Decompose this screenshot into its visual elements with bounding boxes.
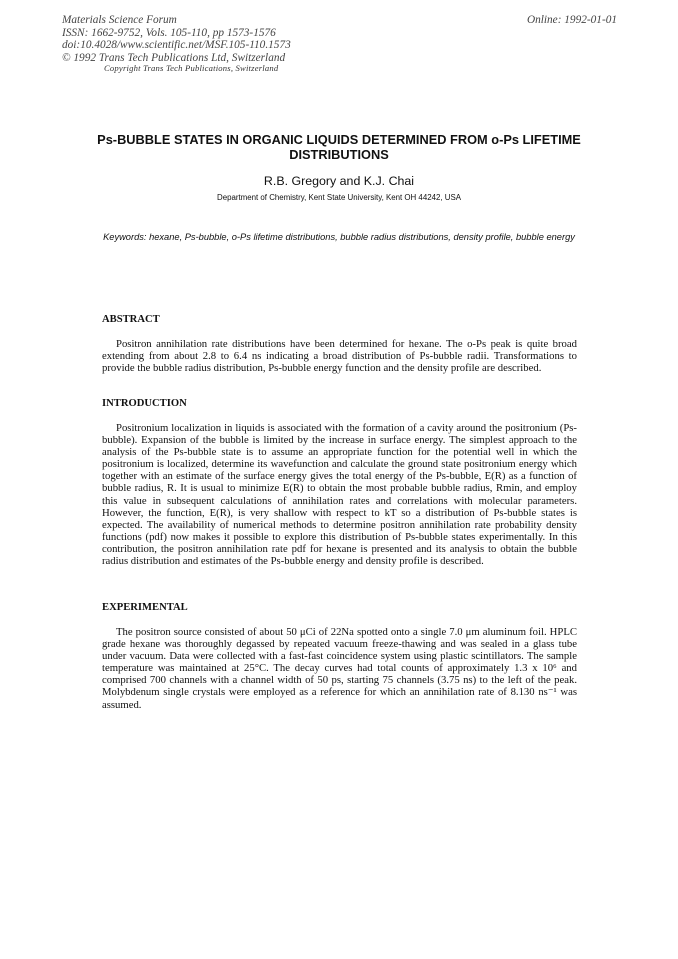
issn-line: ISSN: 1662-9752, Vols. 105-110, pp 1573-1576: [62, 26, 276, 39]
copyright-stamp: Copyright Trans Tech Publications, Switzerland: [104, 63, 279, 73]
paper-title: Ps-BUBBLE STATES IN ORGANIC LIQUIDS DETERMINED FROM o-Ps LIFETIME DISTRIBUTIONS: [97, 132, 581, 162]
paper-authors: R.B. Gregory and K.J. Chai: [263, 174, 415, 188]
keywords: Keywords: hexane, Ps-bubble, o-Ps lifetime distributions, bubble radius distributions, density profile, bubble energy: [103, 232, 575, 242]
citation-header: [62, 14, 291, 64]
experimental-heading: EXPERIMENTAL: [102, 602, 188, 613]
abstract-text: Positron annihilation rate distributions have been determined for hexane. The o-Ps peak is quite broad extending from about 2.8 to 6.4 ns indicating a broad distribution of Ps-bubble radii. Transformations to provide the bubble radius distribution, Ps-bubble energy function and the density profile are described.: [102, 338, 577, 375]
author-affiliation: Department of Chemistry, Kent State University, Kent OH 44242, USA: [217, 193, 461, 202]
publisher-line: © 1992 Trans Tech Publications Ltd, Switzerland: [62, 51, 286, 64]
journal-name: Materials Science Forum: [62, 14, 177, 26]
introduction-heading: INTRODUCTION: [102, 398, 187, 409]
online-date: Online: 1992-01-01: [526, 14, 617, 26]
doi-link[interactable]: doi:10.4028/www.scientific.net/MSF.105-110.1573: [62, 39, 291, 52]
experimental-text: The positron source consisted of about 50 μCi of 22Na spotted onto a single 7.0 μm aluminum foil. HPLC grade hexane was thoroughly degassed by repeated vacuum freeze-thawing and was sealed in a glass tube under vacuum. Data were collected with a fast-fast coincidence system using plastic scintillators. The sample temperature was maintained at 25°C. The decay curves had total counts of approximately 1.3 x 10⁶ and comprised 700 channels with a channel width of 50 ps, starting 75 channels (3.75 ns) to the left of the peak. Molybdenum single crystals were employed as a reference for which an annihilation rate of 8.130 ns⁻¹ was assumed.: [102, 626, 577, 711]
abstract-heading: ABSTRACT: [102, 314, 160, 325]
introduction-text: Positronium localization in liquids is associated with the formation of a cavity around the positronium (Ps-bubble). Expansion of the bubble is limited by the increase in surface energy. The simplest approach to the analysis of the Ps-bubble state is to assume an appropriate function for the potential well in which the positronium is localized, determine its wavefunction and calculate the ground state positronium energy which together with an estimate of the surface energy gives the total energy of the Ps-bubble, E(R) as a function of bubble radius, R. It is usual to minimize E(R) to obtain the most probable bubble radius, Rmin, and employ this value in subsequent calculations of annihilation rates and correlations with molecular parameters. However, the function, E(R), is very shallow with respect to kT so a distribution of Ps-bubble states is expected. The availability of numerical methods to determine positron annihilation rate probability density functions (pdf) now makes it possible to explore this distribution of Ps-bubble states experimentally. In this contribution, the positron annihilation rate pdf for hexane is presented and its analysis to obtain the bubble radius distribution and estimates of the Ps-bubble energy and density profile is described.: [102, 422, 577, 568]
